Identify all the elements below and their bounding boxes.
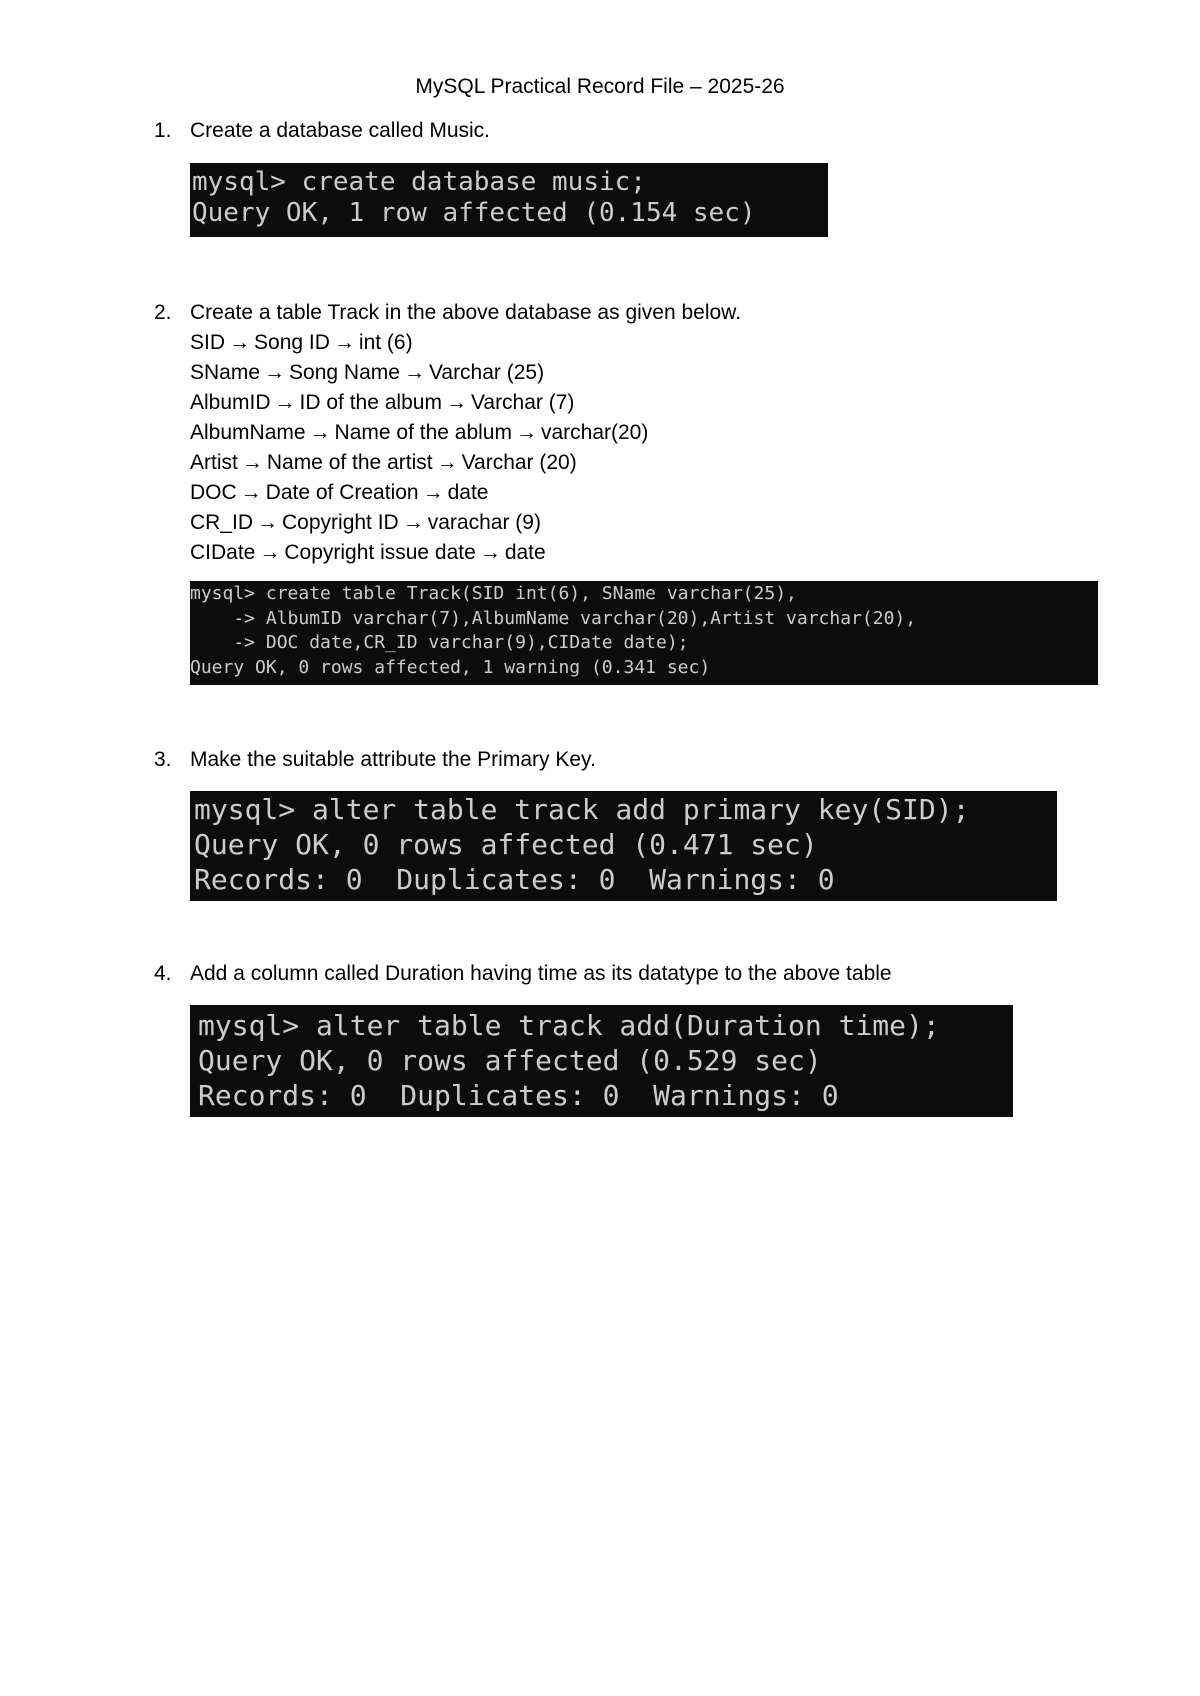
field-type: Varchar (20)	[461, 451, 577, 474]
field-spec-list	[190, 328, 648, 568]
terminal-line: Query OK, 0 rows affected (0.529 sec)	[198, 1044, 822, 1077]
field-spec-item	[190, 508, 648, 538]
field-spec-item	[190, 418, 648, 448]
field-description: Song Name	[289, 361, 400, 384]
field-description: Date of Creation	[265, 481, 419, 504]
field-description: Name of the ablum	[334, 421, 512, 444]
arrow-icon: →	[422, 481, 444, 504]
terminal-line: mysql> create table Track(SID int(6), SName varchar(25),	[190, 583, 797, 604]
field-name: CR_ID	[190, 511, 254, 534]
arrow-icon: →	[479, 541, 501, 564]
field-description: Copyright issue date	[284, 541, 476, 564]
field-type: Varchar (7)	[470, 391, 575, 414]
field-type: date	[504, 541, 546, 564]
terminal-line: Query OK, 1 row affected (0.154 sec)	[192, 198, 756, 228]
field-name: DOC	[190, 481, 237, 504]
field-name: AlbumID	[190, 391, 271, 414]
field-name: CIDate	[190, 541, 256, 564]
question-text: Add a column called Duration having time as its datatype to the above table	[190, 962, 892, 985]
terminal-line: Query OK, 0 rows affected (0.471 sec)	[194, 828, 818, 861]
arrow-icon: →	[264, 361, 286, 384]
arrow-icon: →	[257, 511, 279, 534]
question-text: Create a database called Music.	[190, 119, 490, 142]
field-description: ID of the album	[299, 391, 442, 414]
page-title: MySQL Practical Record File – 2025-26	[415, 75, 785, 98]
field-spec-item	[190, 478, 648, 508]
arrow-icon: →	[241, 451, 263, 474]
terminal-line: Records: 0 Duplicates: 0 Warnings: 0	[198, 1079, 839, 1112]
field-type: varchar(20)	[540, 421, 649, 444]
terminal-line: -> AlbumID varchar(7),AlbumName varchar(20),Artist varchar(20),	[190, 607, 917, 629]
field-name: Artist	[190, 451, 238, 474]
field-name: SName	[190, 361, 261, 384]
question-text: Create a table Track in the above database as given below.	[190, 301, 742, 324]
field-description: Copyright ID	[282, 511, 399, 534]
field-type: varachar (9)	[427, 511, 541, 534]
terminal-output	[190, 581, 1098, 685]
arrow-icon: →	[445, 391, 467, 414]
field-type: int (6)	[358, 331, 413, 354]
question-text: Make the suitable attribute the Primary Key.	[190, 748, 596, 771]
question-number: 4.	[154, 962, 172, 985]
field-name: SID	[190, 331, 226, 354]
arrow-icon: →	[274, 391, 296, 414]
arrow-icon: →	[403, 361, 425, 384]
question-number: 3.	[154, 748, 172, 771]
field-spec-item	[190, 328, 648, 358]
field-name: AlbumName	[190, 421, 306, 444]
terminal-output	[190, 163, 828, 237]
arrow-icon: →	[229, 331, 251, 354]
field-spec-item	[190, 388, 648, 418]
field-type: Varchar (25)	[428, 361, 545, 384]
terminal-output	[190, 791, 1057, 901]
terminal-line: mysql> alter table track add primary key(SID);	[194, 793, 970, 826]
terminal-line: -> DOC date,CR_ID varchar(9),CIDate date);	[190, 632, 689, 653]
terminal-output	[190, 1005, 1013, 1117]
field-spec-item	[190, 448, 648, 478]
arrow-icon: →	[259, 541, 281, 564]
arrow-icon: →	[333, 331, 355, 354]
field-spec-item	[190, 358, 648, 388]
field-spec-item	[190, 538, 648, 568]
arrow-icon: →	[402, 511, 424, 534]
arrow-icon: →	[309, 421, 331, 444]
terminal-line: mysql> alter table track add(Duration time);	[198, 1009, 940, 1042]
question-number: 2.	[154, 301, 172, 324]
question-number: 1.	[154, 119, 172, 142]
arrow-icon: →	[436, 451, 458, 474]
terminal-line: Records: 0 Duplicates: 0 Warnings: 0	[194, 863, 835, 896]
field-description: Song ID	[254, 331, 330, 354]
arrow-icon: →	[240, 481, 262, 504]
field-type: date	[447, 481, 489, 504]
field-description: Name of the artist	[266, 451, 433, 474]
arrow-icon: →	[515, 421, 537, 444]
terminal-line: Query OK, 0 rows affected, 1 warning (0.341 sec)	[190, 656, 711, 678]
terminal-line: mysql> create database music;	[192, 167, 646, 197]
